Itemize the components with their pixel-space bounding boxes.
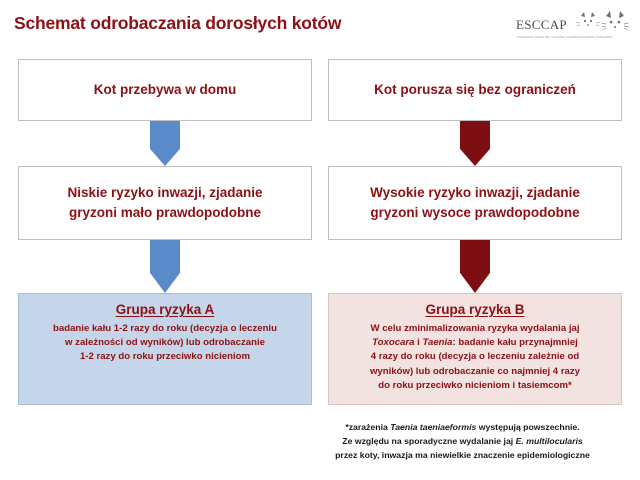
group-a-line-2: w zależności od wyników) lub odrobaczanie (65, 337, 265, 349)
footnote-line-1 (290, 420, 635, 434)
footnote (290, 420, 635, 462)
node-right-step1-label: Kot porusza się bez ograniczeń (374, 81, 576, 97)
species-taenia: Taenia (422, 337, 453, 349)
logo-wordmark: ESCCAP (516, 17, 567, 32)
node-group-risk-a (18, 293, 312, 405)
group-b-line-1: W celu zminimalizowania ryzyka wydalania jaj (370, 323, 580, 334)
group-b-body (363, 322, 587, 393)
group-a-line-3: 1-2 razy do roku przeciwko nicieniom (79, 351, 251, 363)
node-left-step1 (18, 59, 312, 121)
node-left-step1-label: Kot przebywa w domu (93, 81, 237, 97)
down-arrow-icon-right-2 (460, 240, 490, 293)
footnote-line-2 (290, 434, 635, 448)
down-arrow-icon-left-1 (150, 121, 180, 166)
node-left-step2-line1: Niskie ryzyko inwazji, zjadanie (67, 184, 263, 200)
node-right-step2-line1: Wysokie ryzyko inwazji, zjadanie (370, 184, 580, 200)
node-right-step2 (328, 166, 622, 240)
flow-column-outdoor-cat (328, 0, 628, 480)
group-a-title: Grupa ryzyka A (115, 302, 215, 317)
node-left-step2 (18, 166, 312, 240)
down-arrow-icon-right-1 (460, 121, 490, 166)
node-left-step2-line2: gryzoni mało prawdopodobne (69, 205, 261, 220)
footnote-line-3: przez koty, inwazja ma niewielkie znaczenie epidemiologiczne (335, 450, 590, 461)
species-toxocara: Toxocara (372, 337, 415, 349)
species-e-multilocularis: E. multilocularis (515, 436, 583, 447)
node-right-step1 (328, 59, 622, 121)
group-b-line-2-tail: : badanie kału przynajmniej (452, 337, 578, 349)
group-b-conjunction-text: i (417, 337, 420, 349)
group-a-body (46, 322, 284, 365)
footnote-line-2-head: Ze względu na sporadyczne wydalanie jaj (342, 436, 514, 447)
page-title: Schemat odrobaczania dorosłych kotów (14, 13, 342, 33)
group-b-title: Grupa ryzyka B (425, 302, 525, 317)
group-b-line-2 (370, 336, 580, 350)
logo-tagline: EUROPEAN SCIENTIFIC COUNSEL COMPANION ANIMAL PARASITES (517, 36, 613, 39)
group-b-line-3: 4 razy do roku (decyzja o leczeniu zależnie od (370, 351, 580, 363)
flow-column-indoor-cat (18, 0, 318, 480)
group-b-line-4: wyników) lub odrobaczanie co najmniej 4 razy (369, 365, 581, 377)
group-a-line-1: badanie kału 1-2 razy do roku (decyzja o leczeniu (53, 323, 277, 334)
node-group-risk-b (328, 293, 622, 405)
down-arrow-icon-left-2 (150, 240, 180, 293)
node-right-step2-line2: gryzoni wysoce prawdopodobne (370, 205, 580, 220)
species-taenia-taeniaeformis: Taenia taeniaeformis (390, 422, 477, 432)
footnote-line-1-tail: występują powszechnie. (478, 422, 580, 432)
footnote-line-1-head: *zarażenia (345, 422, 388, 432)
group-b-line-5: do roku przeciwko nicieniom i tasiemcom* (378, 379, 572, 391)
